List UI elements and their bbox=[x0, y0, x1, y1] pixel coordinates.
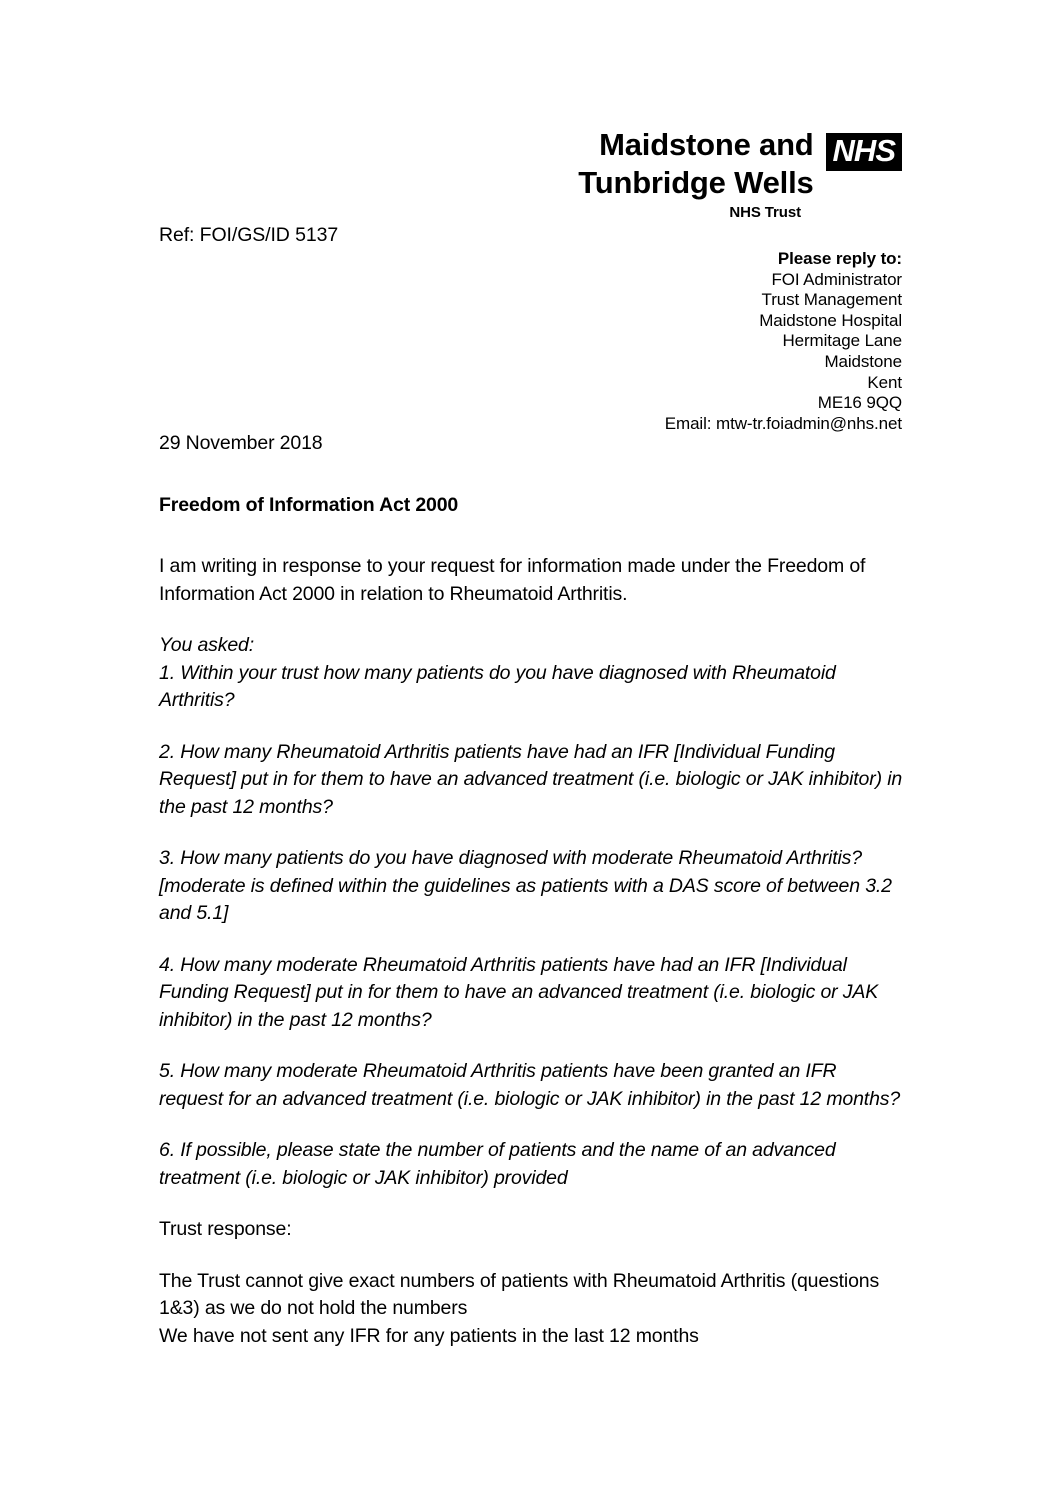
trust-wordmark-line-2: Tunbridge Wells bbox=[578, 164, 814, 200]
letter-subject-heading: Freedom of Information Act 2000 bbox=[159, 493, 459, 516]
brand-row bbox=[159, 126, 902, 202]
reply-to-block bbox=[665, 249, 902, 434]
reply-to-postcode: ME16 9QQ bbox=[817, 393, 902, 413]
trust-wordmark bbox=[578, 126, 813, 202]
reply-to-line: Maidstone bbox=[824, 351, 902, 371]
trust-wordmark-line-1: Maidstone and bbox=[599, 127, 814, 162]
trust-response-label: Trust response: bbox=[159, 1218, 292, 1240]
reply-to-email: Email: mtw-tr.foiadmin@nhs.net bbox=[664, 413, 902, 433]
reply-to-line: FOI Administrator bbox=[771, 269, 902, 289]
letterhead bbox=[159, 126, 902, 221]
question-3: 3. How many patients do you have diagnosed with moderate Rheumatoid Arthritis? [moderate is defined within the guidelines as patients with a DAS score of between 3.2 and 5.1] bbox=[159, 847, 892, 924]
reference-line: Ref: FOI/GS/ID 5137 bbox=[159, 224, 339, 246]
trust-subtitle: NHS Trust bbox=[729, 203, 801, 221]
reply-to-line: Maidstone Hospital bbox=[759, 310, 902, 330]
question-2: 2. How many Rheumatoid Arthritis patients have had an IFR [Individual Funding Request] put in for them to have an advanced treatment (i.e. biologic or JAK inhibitor) in the past 12 months? bbox=[159, 740, 903, 818]
question-1: 1. Within your trust how many patients do you have diagnosed with Rheumatoid Arthritis? bbox=[159, 661, 836, 711]
trust-response-line-1: The Trust cannot give exact numbers of patients with Rheumatoid Arthritis (questions 1&3) as we do not hold the numbers bbox=[159, 1269, 880, 1319]
letter-date: 29 November 2018 bbox=[159, 432, 323, 454]
question-5: 5. How many moderate Rheumatoid Arthritis patients have been granted an IFR request for an advanced treatment (i.e. biologic or JAK inhibitor) in the past 12 months? bbox=[159, 1060, 901, 1110]
letter-body bbox=[159, 430, 904, 1350]
nhs-logo: NHS bbox=[826, 133, 902, 171]
trust-response-line-2: We have not sent any IFR for any patients in the last 12 months bbox=[159, 1324, 699, 1347]
reply-to-line: Kent bbox=[867, 372, 902, 392]
reply-to-line: Trust Management bbox=[761, 290, 902, 310]
letter-intro-paragraph: I am writing in response to your request for information made under the Freedom of Information Act 2000 in relation to Rheumatoid Arthritis. bbox=[159, 555, 866, 605]
you-asked-label: You asked: bbox=[159, 634, 254, 656]
question-6: 6. If possible, please state the number of patients and the name of an advanced treatment (i.e. biologic or JAK inhibitor) provided bbox=[159, 1139, 836, 1189]
reply-to-line: Hermitage Lane bbox=[782, 331, 902, 351]
question-4: 4. How many moderate Rheumatoid Arthritis patients have had an IFR [Individual Funding Request] put in for them to have an advanced treatment (i.e. biologic or JAK inhibitor) in the past 12 months? bbox=[159, 953, 879, 1031]
reply-to-heading: Please reply to: bbox=[777, 249, 902, 268]
